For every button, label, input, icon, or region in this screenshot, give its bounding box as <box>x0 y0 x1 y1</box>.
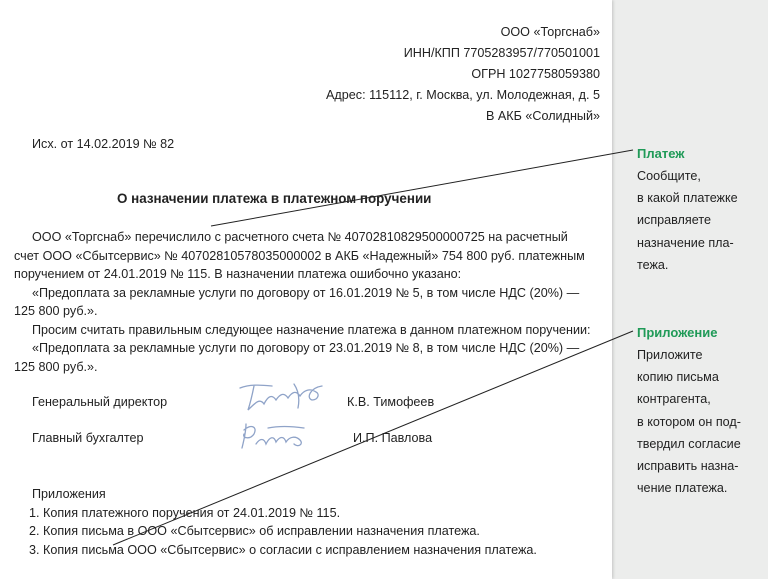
attachment-note <box>637 324 762 499</box>
attachment-note-line: Приложите <box>637 348 703 362</box>
recipient-line: ОГРН 1027758059380 <box>471 67 600 81</box>
director-name: К.В. Тимофеев <box>347 395 435 409</box>
attachment-note-heading: Приложение <box>637 325 718 340</box>
attachment-note-line: твердил согласие <box>637 436 741 451</box>
accountant-name: И.П. Павлова <box>353 431 433 445</box>
payment-note-connector <box>211 150 633 226</box>
attachment-note-line: контрагента, <box>637 392 711 407</box>
recipient-line: ООО «Торгснаб» <box>500 25 600 39</box>
payment-note-line: назначение пла- <box>637 235 734 250</box>
payment-note-line: исправляете <box>637 213 711 228</box>
letter-title: О назначении платежа в платежном поручении <box>117 191 432 206</box>
payment-note <box>637 145 762 276</box>
accountant-title: Главный бухгалтер <box>32 431 144 445</box>
correct-purpose-quote-line: 125 800 руб.». <box>14 359 98 374</box>
attachment-note-line: в котором он под- <box>637 414 741 429</box>
attachment-note-line: исправить назна- <box>637 459 739 474</box>
outgoing-reference: Исх. от 14.02.2019 № 82 <box>32 137 175 151</box>
attachment-note-connector <box>113 331 633 545</box>
body-line: поручением от 24.01.2019 № 115. В назначении платежа ошибочно указано: <box>14 267 462 281</box>
attachments-heading: Приложения <box>32 487 106 501</box>
director-title: Генеральный директор <box>32 395 168 409</box>
payment-note-line: в какой платежке <box>637 191 738 206</box>
body-line: Просим считать правильным следующее назначение платежа в данном платежном поручении: <box>32 322 591 337</box>
payment-note-line: тежа. <box>637 257 669 272</box>
attachment-item: 1. Копия платежного поручения от 24.01.2019 № 115. <box>29 505 341 520</box>
wrong-purpose-quote-line: «Предоплата за рекламные услуги по договору от 16.01.2019 № 5, в том числе НДС (20%) — <box>32 285 580 300</box>
recipient-line: ИНН/КПП 7705283957/770501001 <box>403 46 600 60</box>
recipient-line: В АКБ «Солидный» <box>485 109 600 123</box>
payment-note-line: Сообщите, <box>637 169 701 183</box>
recipient-line: Адрес: 115112, г. Москва, ул. Молодежная, д. 5 <box>326 88 600 102</box>
correct-purpose-quote-line: «Предоплата за рекламные услуги по договору от 23.01.2019 № 8, в том числе НДС (20%) — <box>32 341 580 355</box>
attachment-item: 2. Копия письма в ООО «Сбытсервис» об исправлении назначения платежа. <box>29 524 480 538</box>
attachment-note-line: копию письма <box>637 370 719 385</box>
body-line: ООО «Торгснаб» перечислило с расчетного счета № 40702810829500000725 на расчетный <box>32 230 568 244</box>
payment-note-heading: Платеж <box>637 146 685 161</box>
attachment-note-line: чение платежа. <box>637 481 728 496</box>
attachment-item: 3. Копия письма ООО «Сбытсервис» о согласии с исправлением назначения платежа. <box>29 542 537 557</box>
wrong-purpose-quote-line: 125 800 руб.». <box>14 304 98 318</box>
body-line: счет ООО «Сбытсервис» № 40702810578035000002 в АКБ «Надежный» 754 800 руб. платежным <box>14 248 585 263</box>
